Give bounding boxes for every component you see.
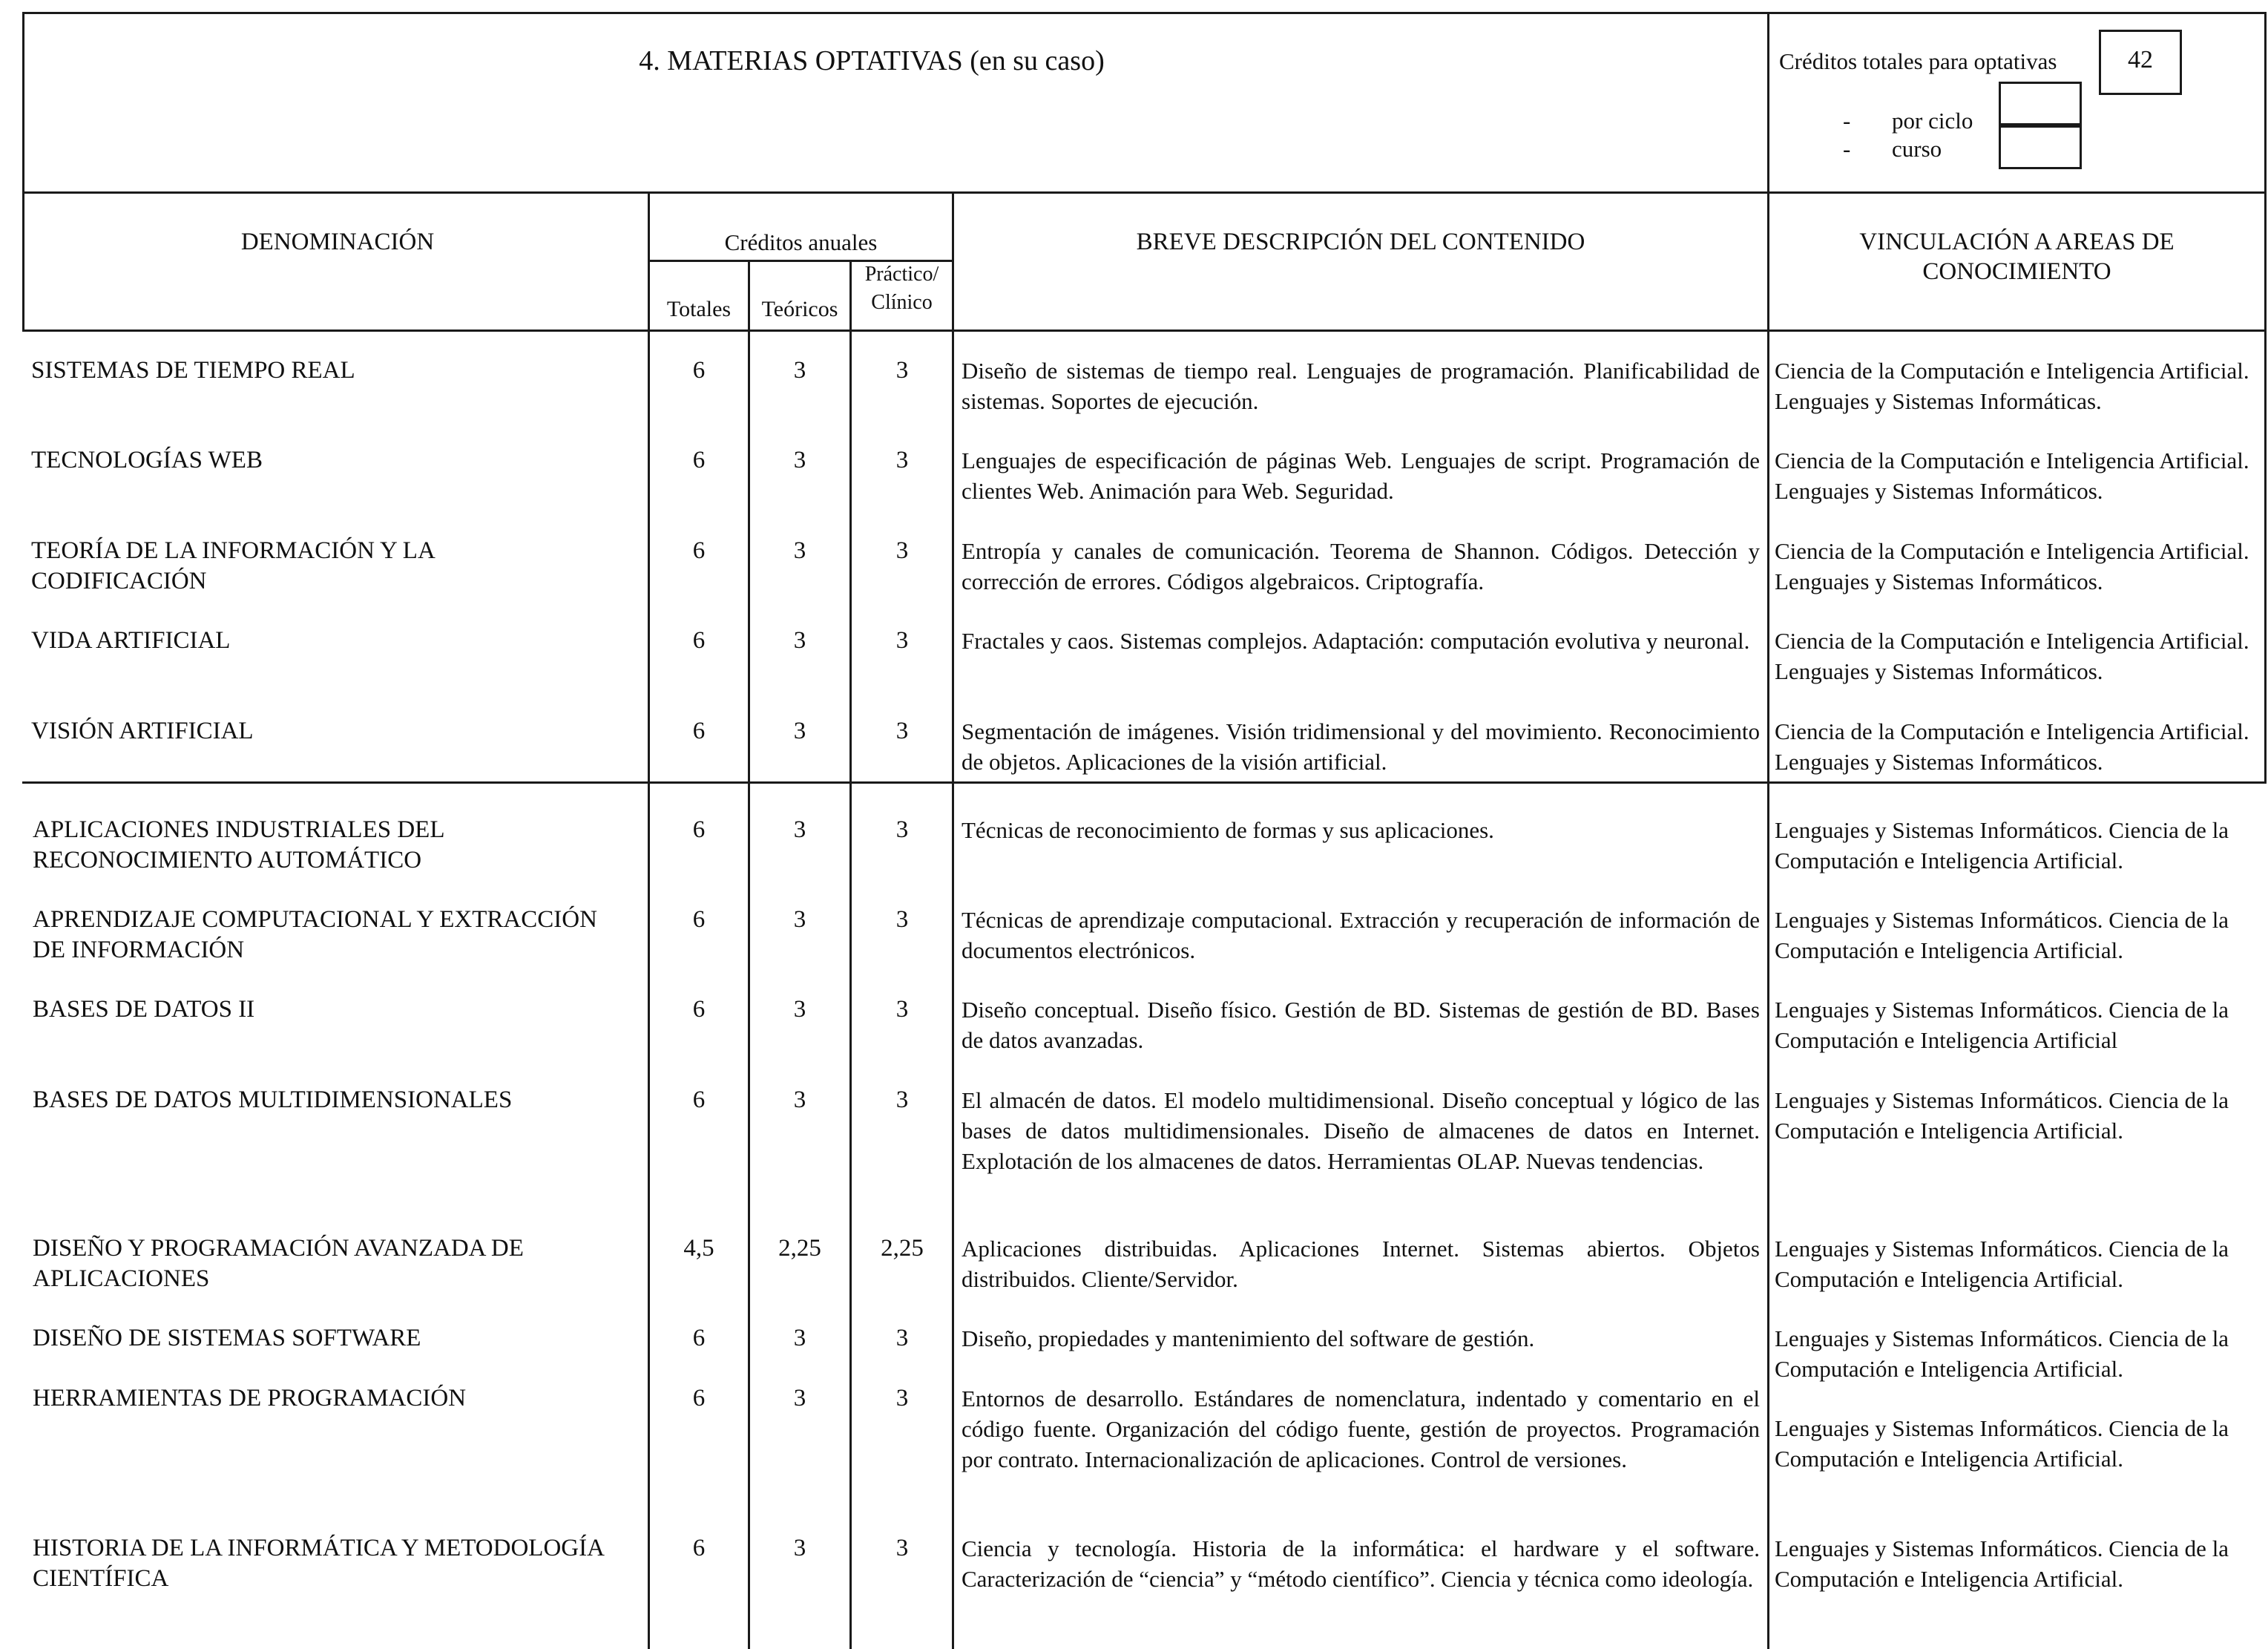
row-2-area: Ciencia de la Computación e Inteligencia Artificial. Lenguajes y Sistemas Informáticos. [1775, 448, 2249, 504]
row-4-name: VIDA ARTIFICIAL [31, 627, 231, 654]
row-7-area: Lenguajes y Sistemas Informáticos. Ciencia de la Computación e Inteligencia Artificial. [1775, 907, 2229, 963]
row-12-teoricos: 3 [793, 1385, 806, 1412]
row-9-description: El almacén de datos. El modelo multidimensional. Diseño conceptual y lógico de las bases de datos multidimensionales. Diseño de almacenes de datos en Internet. Explotación de los almacenes de datos. Herramientas OLAP. Nuevas tendencias. [962, 1087, 1760, 1174]
row-6-totales: 6 [692, 816, 706, 843]
row-3-totales: 6 [692, 537, 706, 564]
row-2-practicos: 3 [895, 447, 909, 473]
total-credits-label: Créditos totales para optativas [1779, 48, 2057, 74]
col-line-teoricos [849, 260, 852, 1649]
row-5-description: Segmentación de imágenes. Visión tridimensional y del movimiento. Reconocimiento de objetos. Aplicaciones de la visión artificial. [962, 718, 1760, 775]
row-10-teoricos: 2,25 [778, 1235, 821, 1262]
row-11-description: Diseño, propiedades y mantenimiento del software de gestión. [962, 1325, 1535, 1351]
row-5-name: VISIÓN ARTIFICIAL [31, 718, 254, 744]
row-1-totales: 6 [692, 357, 706, 384]
col-header-vinculacion-1: VINCULACIÓN A AREAS DE [1859, 229, 2175, 255]
row-3-area: Ciencia de la Computación e Inteligencia Artificial. Lenguajes y Sistemas Informáticos. [1775, 538, 2249, 594]
por-ciclo-box [1999, 82, 2082, 128]
row-8-teoricos: 3 [793, 996, 806, 1023]
row-12-name: HERRAMIENTAS DE PROGRAMACIÓN [33, 1385, 467, 1412]
por-ciclo-label: por ciclo [1892, 108, 1973, 134]
col-header-denominacion: DENOMINACIÓN [240, 229, 435, 255]
row-4-description: Fractales y caos. Sistemas complejos. Adaptación: computación evolutiva y neuronal. [962, 628, 1750, 654]
curso-box [1999, 123, 2082, 169]
col-header-teoricos: Teóricos [761, 297, 838, 321]
row-5-practicos: 3 [895, 718, 909, 744]
col-header-descripcion: BREVE DESCRIPCIÓN DEL CONTENIDO [1136, 229, 1585, 255]
row-12-practicos: 3 [895, 1385, 909, 1412]
row-5-teoricos: 3 [793, 718, 806, 744]
row-11-area: Lenguajes y Sistemas Informáticos. Ciencia de la Computación e Inteligencia Artificial. [1775, 1325, 2229, 1382]
row-3-practicos: 3 [895, 537, 909, 564]
section-title: 4. MATERIAS OPTATIVAS (en su caso) [639, 45, 1105, 76]
row-7-practicos: 3 [895, 906, 909, 933]
row-2-totales: 6 [692, 447, 706, 473]
col-header-practico-1: Práctico/ [864, 263, 939, 286]
col-header-vinculacion-2: CONOCIMIENTO [1922, 258, 2111, 285]
row-12-totales: 6 [692, 1385, 706, 1412]
row-13-name: HISTORIA DE LA INFORMÁTICA Y METODOLOGÍA CIENTÍFICA [33, 1535, 605, 1592]
row-9-name: BASES DE DATOS MULTIDIMENSIONALES [33, 1086, 513, 1113]
row-1-name: SISTEMAS DE TIEMPO REAL [31, 357, 355, 384]
colhead-divider [22, 330, 2267, 332]
row-10-area: Lenguajes y Sistemas Informáticos. Ciencia de la Computación e Inteligencia Artificial. [1775, 1236, 2229, 1292]
row-8-area: Lenguajes y Sistemas Informáticos. Ciencia de la Computación e Inteligencia Artificial [1775, 997, 2229, 1053]
row-6-practicos: 3 [895, 816, 909, 843]
row-11-practicos: 3 [895, 1325, 909, 1351]
row-13-description: Ciencia y tecnología. Historia de la informática: el hardware y el software. Caracterización de “ciencia” y “método científico”. Ciencia y técnica como ideología. [962, 1535, 1760, 1592]
row-7-teoricos: 3 [793, 906, 806, 933]
row-3-name: TEORÍA DE LA INFORMACIÓN Y LA CODIFICACIÓN [31, 537, 435, 594]
row-9-practicos: 3 [895, 1086, 909, 1113]
total-credits-value: 42 [2128, 46, 2153, 73]
row-9-teoricos: 3 [793, 1086, 806, 1113]
col-header-creditos-anuales: Créditos anuales [724, 229, 878, 255]
row-1-description: Diseño de sistemas de tiempo real. Lenguajes de programación. Planificabilidad de sistemas. Soportes de ejecución. [962, 358, 1760, 414]
row-5-totales: 6 [692, 718, 706, 744]
row-11-name: DISEÑO DE SISTEMAS SOFTWARE [33, 1325, 421, 1351]
row-8-description: Diseño conceptual. Diseño físico. Gestión de BD. Sistemas de gestión de BD. Bases de datos avanzadas. [962, 997, 1760, 1053]
row-10-practicos: 2,25 [881, 1235, 924, 1262]
frame-right [2264, 12, 2267, 784]
col-header-practico-2: Clínico [871, 291, 933, 314]
row-10-description: Aplicaciones distribuidas. Aplicaciones Internet. Sistemas abiertos. Objetos distribuidos. Cliente/Servidor. [962, 1236, 1760, 1292]
row-13-area: Lenguajes y Sistemas Informáticos. Ciencia de la Computación e Inteligencia Artificial. [1775, 1535, 2229, 1592]
row-6-description: Técnicas de reconocimiento de formas y sus aplicaciones. [962, 817, 1494, 843]
col-header-totales: Totales [666, 297, 732, 321]
frame-top [22, 12, 2267, 14]
row-8-practicos: 3 [895, 996, 909, 1023]
header-divider [22, 191, 2267, 194]
row-5-area: Ciencia de la Computación e Inteligencia Artificial. Lenguajes y Sistemas Informáticos. [1775, 718, 2249, 775]
row-11-totales: 6 [692, 1325, 706, 1351]
row-2-teoricos: 3 [793, 447, 806, 473]
row-2-name: TECNOLOGÍAS WEB [31, 447, 263, 473]
row-2-description: Lenguajes de especificación de páginas Web. Lenguajes de script. Programación de clientes Web. Animación para Web. Seguridad. [962, 448, 1760, 504]
row-3-description: Entropía y canales de comunicación. Teorema de Shannon. Códigos. Detección y corrección de errores. Códigos algebraicos. Criptografía. [962, 538, 1760, 594]
row-7-name: APRENDIZAJE COMPUTACIONAL Y EXTRACCIÓN DE INFORMACIÓN [33, 906, 597, 963]
row-7-totales: 6 [692, 906, 706, 933]
frame-left [22, 12, 24, 331]
row-1-teoricos: 3 [793, 357, 806, 384]
col-line-totales [748, 260, 750, 1649]
curso-dash: - [1843, 136, 1851, 162]
row-4-totales: 6 [692, 627, 706, 654]
row-4-teoricos: 3 [793, 627, 806, 654]
row-7-description: Técnicas de aprendizaje computacional. Extracción y recuperación de información de documentos electrónicos. [962, 907, 1760, 963]
row-4-practicos: 3 [895, 627, 909, 654]
row-12-area: Lenguajes y Sistemas Informáticos. Ciencia de la Computación e Inteligencia Artificial. [1775, 1415, 2229, 1472]
row-6-name: APLICACIONES INDUSTRIALES DEL RECONOCIMIENTO AUTOMÁTICO [33, 816, 445, 873]
row-9-area: Lenguajes y Sistemas Informáticos. Ciencia de la Computación e Inteligencia Artificial. [1775, 1087, 2229, 1144]
row-9-totales: 6 [692, 1086, 706, 1113]
row-13-practicos: 3 [895, 1535, 909, 1561]
row-11-teoricos: 3 [793, 1325, 806, 1351]
row-13-totales: 6 [692, 1535, 706, 1561]
row-12-description: Entornos de desarrollo. Estándares de nomenclatura, indentado y comentario en el código fuente. Organización del código fuente, gestión de proyectos. Programación por contrato. Internacionalización de aplicaciones. Control de versiones. [962, 1386, 1760, 1472]
row-6-area: Lenguajes y Sistemas Informáticos. Ciencia de la Computación e Inteligencia Artificial. [1775, 817, 2229, 873]
por-ciclo-dash: - [1843, 108, 1851, 134]
row-13-teoricos: 3 [793, 1535, 806, 1561]
row-6-teoricos: 3 [793, 816, 806, 843]
section-break-line [22, 781, 2267, 784]
row-10-totales: 4,5 [683, 1235, 714, 1262]
curso-label: curso [1892, 136, 1942, 162]
row-3-teoricos: 3 [793, 537, 806, 564]
col-line-credits [952, 191, 954, 1649]
row-4-area: Ciencia de la Computación e Inteligencia Artificial. Lenguajes y Sistemas Informáticos. [1775, 628, 2249, 684]
row-1-practicos: 3 [895, 357, 909, 384]
row-10-name: DISEÑO Y PROGRAMACIÓN AVANZADA DE APLICACIONES [33, 1235, 524, 1292]
row-8-name: BASES DE DATOS II [33, 996, 255, 1023]
row-8-totales: 6 [692, 996, 706, 1023]
row-1-area: Ciencia de la Computación e Inteligencia Artificial. Lenguajes y Sistemas Informáticas. [1775, 358, 2249, 414]
